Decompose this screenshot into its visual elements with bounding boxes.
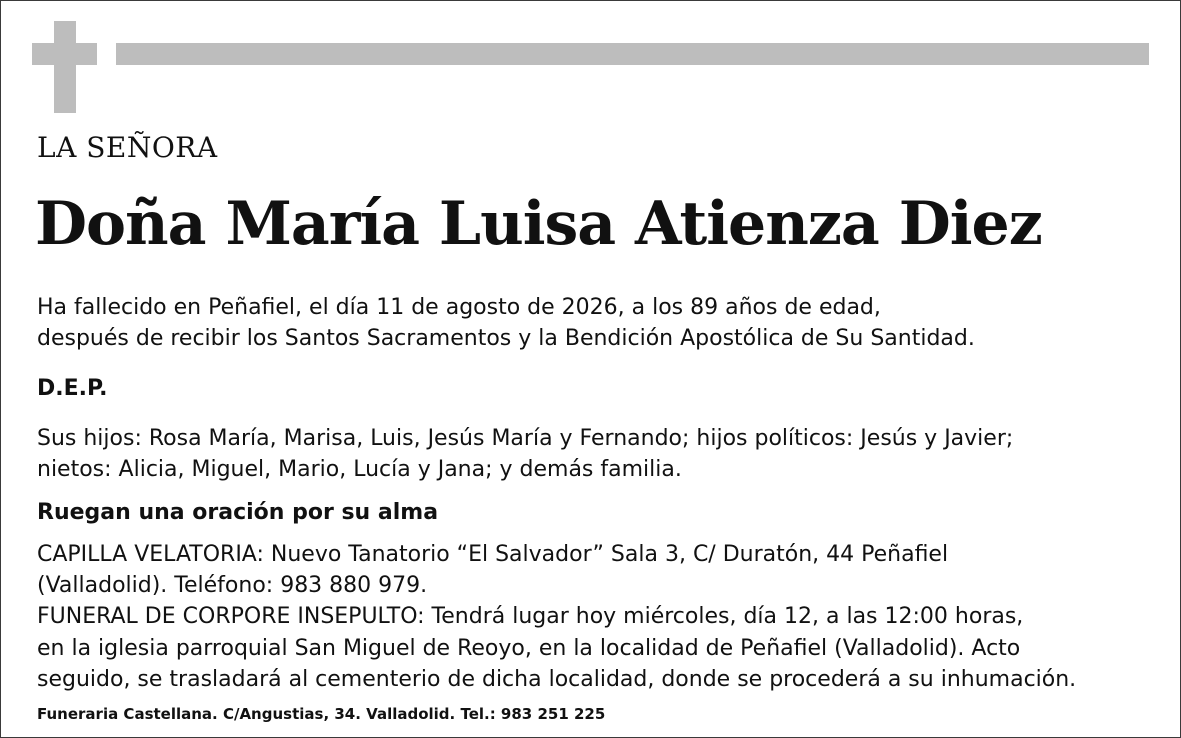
- details-line-3: FUNERAL DE CORPORE INSEPULTO: Tendrá lugar hoy miércoles, día 12, a las 12:00 horas,: [37, 604, 1024, 629]
- family-line-1: Sus hijos: Rosa María, Marisa, Luis, Jesús María y Fernando; hijos políticos: Jesús y Javier;: [37, 426, 1014, 451]
- family-line-2: nietos: Alicia, Miguel, Mario, Lucía y Jana; y demás familia.: [37, 457, 682, 482]
- header-rule: [116, 43, 1149, 65]
- cross-icon: [54, 21, 76, 113]
- deceased-name: Doña María Luisa Atienza Diez: [35, 189, 1042, 259]
- details-line-5: seguido, se trasladará al cementerio de dicha localidad, donde se procederá a su inhumación.: [37, 667, 1077, 692]
- details-line-4: en la iglesia parroquial San Miguel de Reoyo, en la localidad de Peñafiel (Valladolid). Acto: [37, 636, 1021, 661]
- announcement-line-2: después de recibir los Santos Sacramentos y la Bendición Apostólica de Su Santidad.: [37, 326, 975, 351]
- dep-label: D.E.P.: [37, 376, 108, 401]
- cross-icon-bar: [32, 43, 97, 65]
- details-line-1: CAPILLA VELATORIA: Nuevo Tanatorio “El Salvador” Sala 3, C/ Duratón, 44 Peñafiel: [37, 542, 949, 567]
- announcement-line-1: Ha fallecido en Peñafiel, el día 11 de agosto de 2026, a los 89 años de edad,: [37, 295, 881, 320]
- prayer-request: Ruegan una oración por su alma: [37, 500, 439, 525]
- title-heading: LA SEÑORA: [37, 131, 218, 164]
- details-line-2: (Valladolid). Teléfono: 983 880 979.: [37, 573, 428, 598]
- funeral-home-footer: Funeraria Castellana. C/Angustias, 34. Valladolid. Tel.: 983 251 225: [37, 705, 606, 723]
